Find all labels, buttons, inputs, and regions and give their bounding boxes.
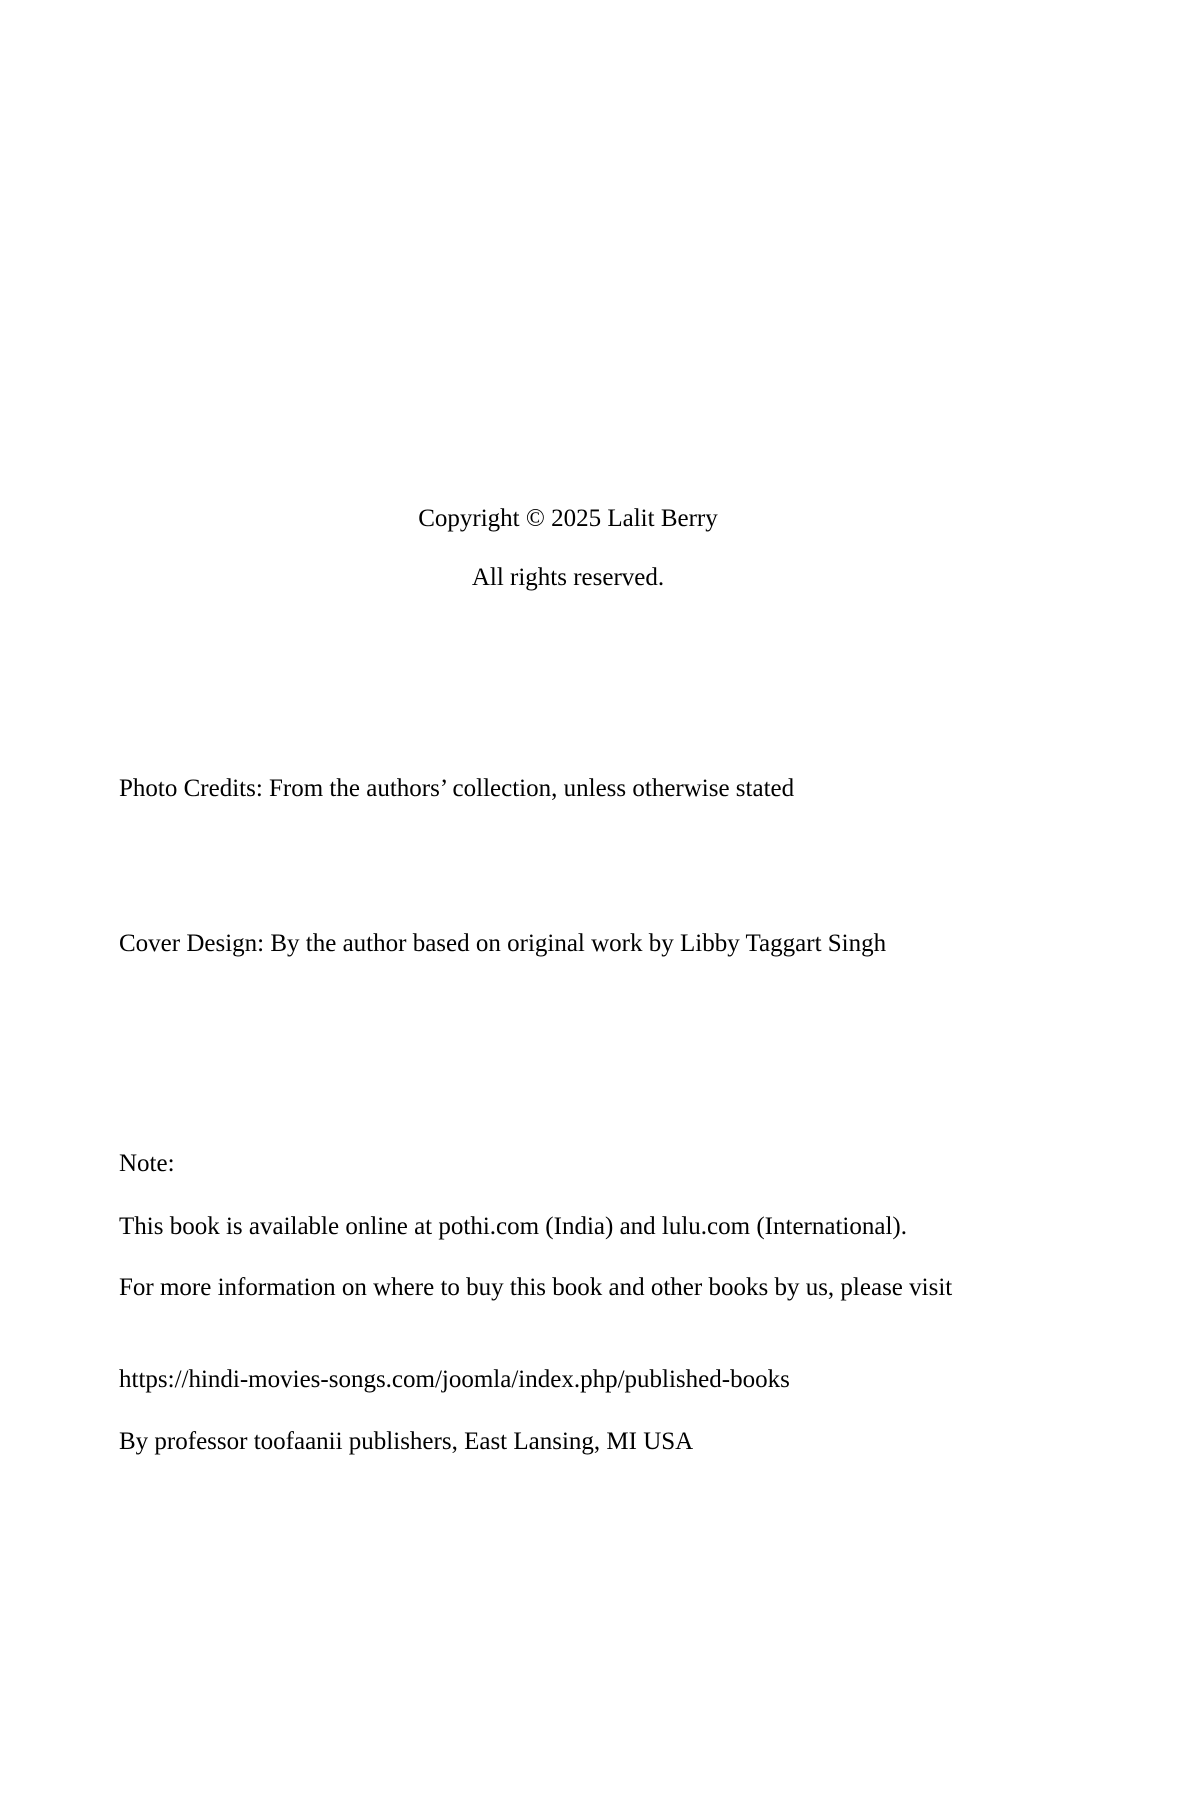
rights-reserved: All rights reserved. xyxy=(471,564,665,591)
publisher-line: By professor toofaanii publishers, East Lansing, MI USA xyxy=(119,1428,694,1455)
copyright-notice: Copyright © 2025 Lalit Berry xyxy=(418,505,718,532)
more-info-text: For more information on where to buy this book and other books by us, please visit xyxy=(119,1274,953,1301)
photo-credits: Photo Credits: From the authors’ collection, unless otherwise stated xyxy=(119,775,795,802)
note-heading: Note: xyxy=(119,1150,175,1177)
website-url: https://hindi-movies-songs.com/joomla/index.php/published-books xyxy=(119,1366,790,1393)
availability-text: This book is available online at pothi.com (India) and lulu.com (International). xyxy=(119,1213,907,1240)
cover-design-credit: Cover Design: By the author based on original work by Libby Taggart Singh xyxy=(119,930,887,957)
